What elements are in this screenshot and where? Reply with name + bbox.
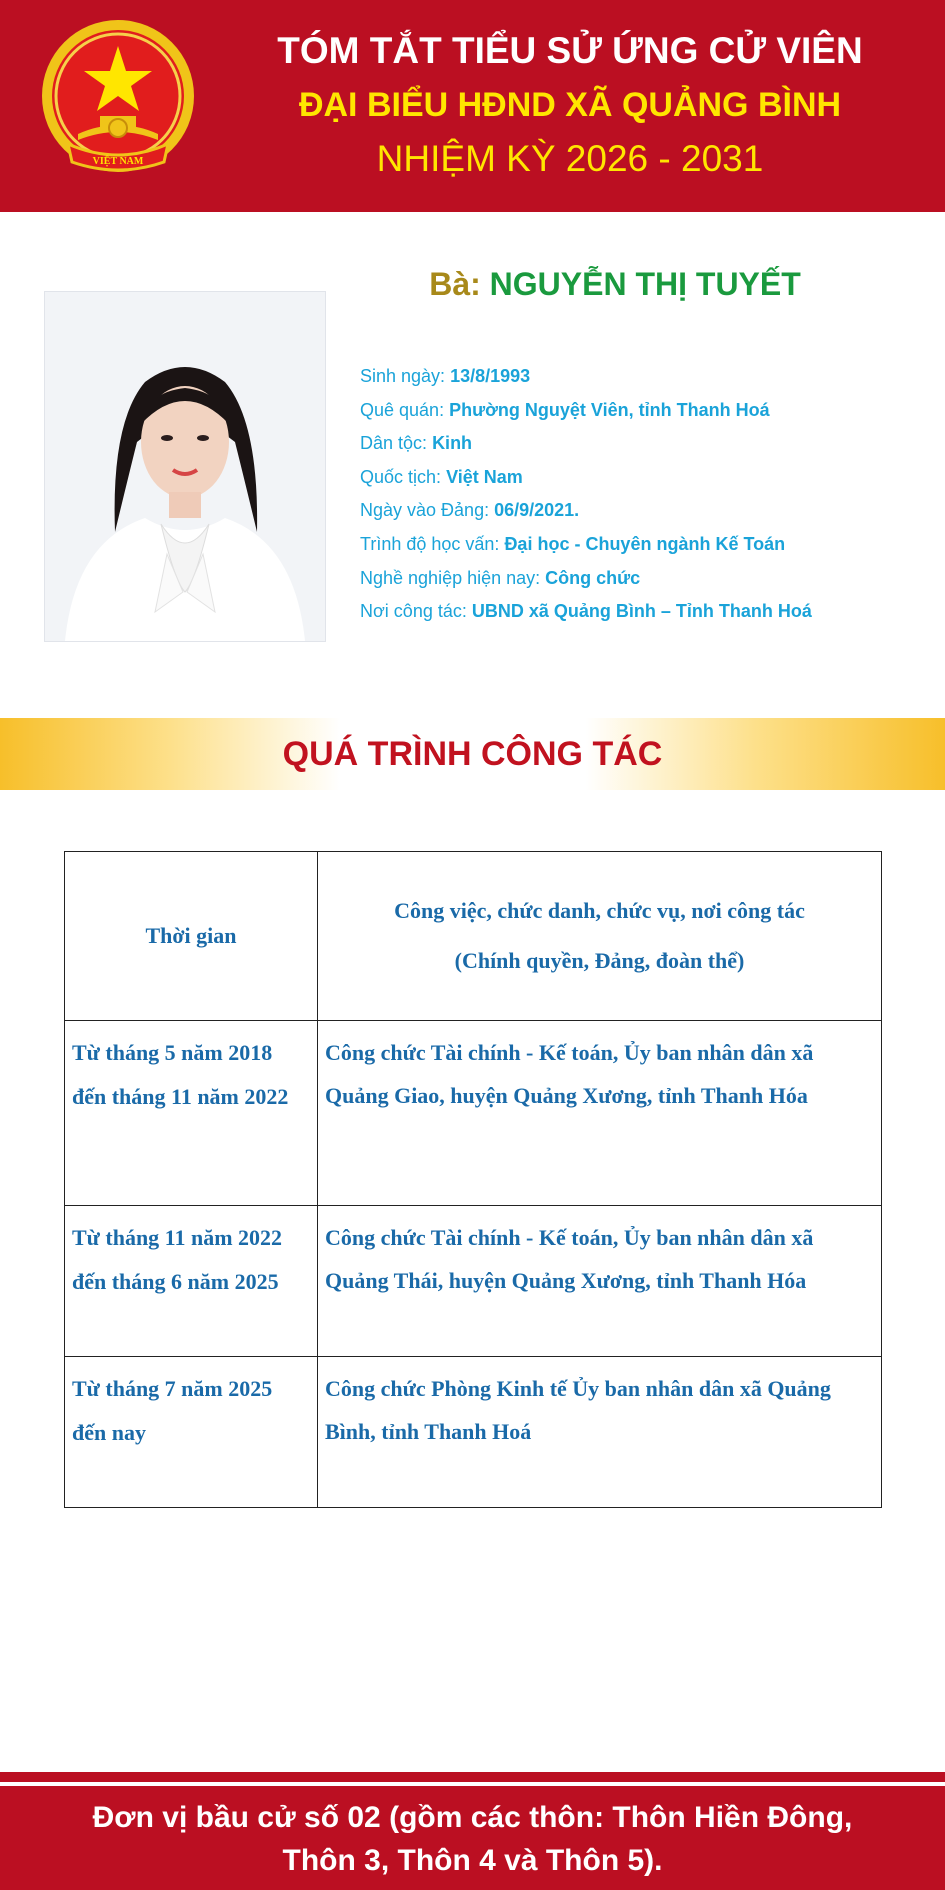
- work-cell: [318, 1021, 882, 1206]
- electoral-unit-text: [20, 1796, 925, 1882]
- info-label: Nơi công tác:: [360, 601, 467, 622]
- info-row-workplace: [360, 595, 920, 629]
- work-line: Quảng Giao, huyện Quảng Xương, tỉnh Thanh Hóa: [325, 1083, 808, 1108]
- work-line: Công chức Tài chính - Kế toán, Ủy ban nhân dân xã: [325, 1040, 814, 1065]
- info-value: 13/8/1993: [450, 366, 531, 386]
- portrait-photo: [45, 292, 325, 641]
- work-cell: [318, 1206, 882, 1357]
- table-row: [65, 1021, 882, 1206]
- info-label: Sinh ngày:: [360, 366, 446, 386]
- info-label: Nghề nghiệp hiện nay:: [360, 567, 541, 588]
- time-line: đến tháng 11 năm 2022: [72, 1084, 289, 1109]
- footer-line1: Đơn vị bầu cử số 02 (gồm các thôn: Thôn Hiền Đông,: [92, 1801, 853, 1834]
- column-header-time: Thời gian: [65, 852, 318, 1021]
- time-line: Từ tháng 5 năm 2018: [72, 1040, 273, 1065]
- info-label: Ngày vào Đảng:: [360, 500, 490, 521]
- footer-banner: [0, 1786, 945, 1890]
- info-row-nationality: [360, 461, 920, 495]
- info-value: Phường Nguyệt Viên, tỉnh Thanh Hoá: [449, 399, 770, 420]
- info-label: Trình độ học vấn:: [360, 533, 500, 554]
- table-row: [65, 1357, 882, 1508]
- section-title: QUÁ TRÌNH CÔNG TÁC: [282, 735, 663, 773]
- time-cell: [65, 1021, 318, 1206]
- table-header-row: [65, 852, 882, 1021]
- footer-line2: Thôn 3, Thôn 4 và Thôn 5).: [282, 1844, 663, 1877]
- work-history-table: [64, 851, 882, 1508]
- header-term: NHIỆM KỲ 2026 - 2031: [376, 138, 764, 179]
- emblem-label: VIỆT NAM: [92, 156, 144, 167]
- header-subtitle: ĐẠI BIỂU HĐND XÃ QUẢNG BÌNH: [298, 86, 842, 124]
- info-row-hometown: [360, 394, 920, 428]
- info-label: Quốc tịch:: [360, 466, 442, 487]
- time-line: đến nay: [72, 1420, 146, 1445]
- info-row-birth: [360, 360, 920, 394]
- section-band: [0, 718, 945, 790]
- work-line: Quảng Thái, huyện Quảng Xương, tỉnh Thanh Hóa: [325, 1268, 807, 1293]
- work-cell: [318, 1357, 882, 1508]
- candidate-photo: [44, 291, 326, 642]
- time-line: Từ tháng 7 năm 2025: [72, 1376, 273, 1401]
- time-cell: [65, 1206, 318, 1357]
- info-value: Đại học - Chuyên ngành Kế Toán: [504, 533, 786, 554]
- info-value: 06/9/2021.: [494, 500, 580, 521]
- header-title: TÓM TẮT TIỂU SỬ ỨNG CỬ VIÊN: [277, 30, 863, 71]
- column-header-work-line2: (Chính quyền, Đảng, đoàn thể): [454, 948, 745, 973]
- info-row-education: [360, 528, 920, 562]
- info-value: Việt Nam: [446, 466, 523, 487]
- footer-divider: [0, 1772, 945, 1782]
- header-banner: [0, 0, 945, 212]
- info-label: Quê quán:: [360, 399, 445, 420]
- national-emblem-icon: [38, 16, 198, 184]
- info-value: UBND xã Quảng Bình – Tỉnh Thanh Hoá: [471, 601, 812, 622]
- info-value: Kinh: [432, 433, 473, 454]
- info-label: Dân tộc:: [360, 433, 428, 454]
- info-row-ethnicity: [360, 427, 920, 461]
- time-line: Từ tháng 11 năm 2022: [72, 1225, 283, 1250]
- work-line: Công chức Phòng Kinh tế Ủy ban nhân dân xã Quảng: [325, 1376, 831, 1401]
- time-line: đến tháng 6 năm 2025: [72, 1269, 279, 1294]
- time-cell: [65, 1357, 318, 1508]
- name-prefix: Bà:: [429, 266, 481, 302]
- info-row-occupation: [360, 562, 920, 596]
- column-header-work-line1: Công việc, chức danh, chức vụ, nơi công tác: [394, 898, 805, 923]
- name-value: NGUYỄN THỊ TUYẾT: [489, 266, 801, 302]
- info-value: Công chức: [545, 567, 641, 588]
- info-row-party-date: [360, 494, 920, 528]
- column-header-work: [318, 852, 882, 1021]
- table-row: [65, 1206, 882, 1357]
- candidate-info: [360, 360, 920, 629]
- work-line: Bình, tỉnh Thanh Hoá: [325, 1419, 532, 1444]
- candidate-name: [360, 266, 870, 303]
- work-line: Công chức Tài chính - Kế toán, Ủy ban nhân dân xã: [325, 1225, 814, 1250]
